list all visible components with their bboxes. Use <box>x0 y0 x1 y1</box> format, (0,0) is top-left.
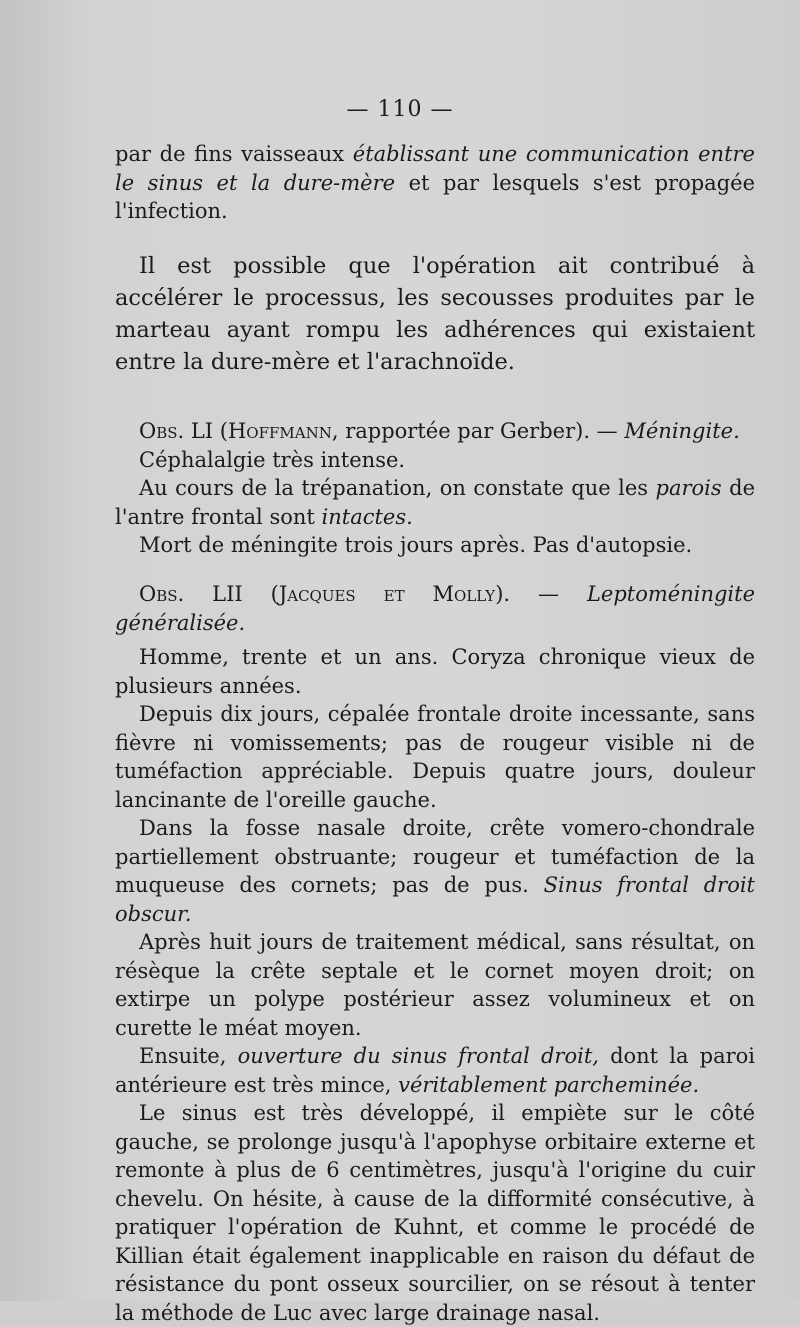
obs51-line-2a: Au cours de la trépanation, on constate que les <box>139 476 656 500</box>
intro-italic: établissant une communication entre le sinus et la dure-mère <box>115 142 755 195</box>
intro-text-1: par de fins vaisseaux <box>115 142 353 166</box>
obs52-p5-a: Ensuite, <box>139 1044 238 1068</box>
intro-text-2: et par lesquels s'est propagée l'infection. <box>115 170 756 223</box>
obs52-paragraph-6: Le sinus est très développé, il empiète sur le côté gauche, se prolonge jusqu'à l'apophyse orbitaire externe et remonte à plus de 6 centimètres, jusqu'à l'origine du cuir chevelu. On hésite, à cause de la difformité consécutive, à pratiquer l'opération de Kuhnt, et comme le procédé de Killian était également inapplicable en raison du défaut de résistance du pont osseux sourcilier, on se résout à tenter la méthode de Luc avec large drainage nasal. <box>115 1101 755 1325</box>
obs52-paragraph-4: Après huit jours de traitement médical, sans résultat, on résèque la crête septale et le cornet moyen droit; on extirpe un polype postérieur assez volumineux et on curette le méat moyen. <box>115 930 755 1040</box>
intro-paragraph <box>115 140 755 226</box>
obs52-paragraph-2: Depuis dix jours, cépalée frontale droite incessante, sans fièvre ni vomissements; pas de rougeur visible ni de tuméfaction appréciable. Depuis quatre jours, douleur lancinante de l'oreille gauche. <box>115 702 755 812</box>
obs51-author: Hoffmann <box>227 419 332 443</box>
obs51-line-2 <box>115 474 755 531</box>
obs52-paragraph-3 <box>115 814 755 928</box>
obs52-heading <box>115 580 755 637</box>
obs51-heading <box>115 417 755 446</box>
obs51-label: Obs. LI ( <box>139 419 228 443</box>
obs51-line-2c: de l'antre frontal sont <box>115 476 755 529</box>
obs51-line-1: Céphalalgie très intense. <box>139 447 406 472</box>
obs51-reference: , rapportée par Gerber). — <box>331 419 625 443</box>
obs52-p3-text: Dans la fosse nasale droite, crête vomero-chondrale partiellement obstruante; rougeur et tuméfaction de la muqueuse des cornets; pas de pus. <box>115 816 755 897</box>
obs52-paragraph-5 <box>115 1042 755 1099</box>
obs52-reference: ). — <box>495 582 587 606</box>
observation-52 <box>115 580 755 1327</box>
obs52-p5-d: véritablement parcheminée. <box>398 1072 700 1097</box>
obs52-paragraph-1: Homme, trente et un ans. Coryza chronique vieux de plusieurs années. <box>115 645 755 698</box>
obs52-diagnosis: Leptoméningite généralisée. <box>115 582 755 635</box>
obs51-line-2d: intactes. <box>321 504 413 529</box>
page-number: — 110 — <box>346 97 454 122</box>
obs52-author: Jacques et Molly <box>278 582 496 606</box>
obs52-label: Obs. LII ( <box>139 582 279 606</box>
obs52-p5-c: dont la paroi antérieure est très mince, <box>115 1044 755 1097</box>
obs51-line-2b: parois <box>655 476 722 500</box>
observation-51 <box>115 417 755 560</box>
obs52-p3-italic: Sinus frontal droit obscur. <box>115 873 755 926</box>
obs51-line-3: Mort de méningite trois jours après. Pas d'autopsie. <box>139 533 693 557</box>
obs51-diagnosis: Méningite. <box>624 419 740 443</box>
operation-paragraph: Il est possible que l'opération ait contribué à accélérer le processus, les secousses produites par le marteau ayant rompu les adhérences qui existaient entre la dure-mère et l'arachnoïde. <box>115 253 755 375</box>
obs52-p5-b: ouverture du sinus frontal droit, <box>237 1044 599 1068</box>
